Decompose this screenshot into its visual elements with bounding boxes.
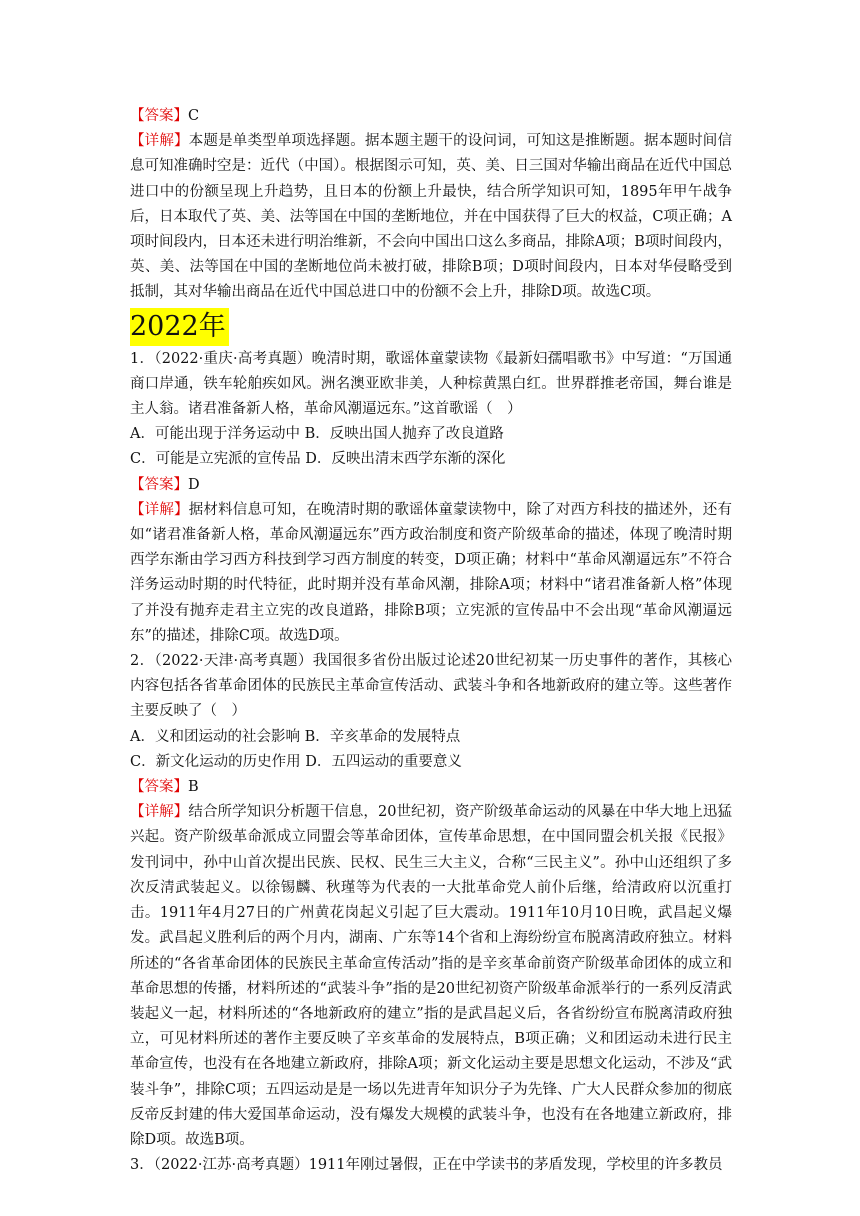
detail-paragraph (130, 498, 732, 649)
detail-label: 【详解】 (130, 133, 189, 150)
detail-label: 【详解】 (130, 501, 189, 518)
question-options: C．新文化运动的历史作用 D．五四运动的重要意义 (130, 753, 462, 770)
question-options: C．可能是立宪派的宣传品 D．反映出清末西学东渐的深化 (130, 451, 506, 468)
question-stem: 1．（2022·重庆·高考真题）晚清时期，歌谣体童蒙读物《最新妇孺唱歌书》中写道：“万国通商口岸通，铁车轮舶疾如风。洲名澳亚欧非美，人种棕黄黑白红。世界群推老帝国，舞台谁是主人翁。诸君准备新人格，革命风潮逼远东。”这首歌谣（ ） (130, 350, 732, 418)
detail-paragraph (130, 800, 732, 1153)
detail-text: 据材料信息可知，在晚清时期的歌谣体童蒙读物中，除了对西方科技的描述外，还有如“诸君准备新人格，革命风潮逼远东”西方政治制度和资产阶级革命的描述，体现了晚清时期西学东渐由学习西方科技到学习西方制度的转变，D项正确；材料中“革命风潮逼远东”不符合洋务运动时期的时代特征，此时期并没有革命风潮，排除A项；材料中“诸君准备新人格”体现了并没有抛弃走君主立宪的改良道路，排除B项；立宪派的宣传品中不会出现“革命风潮逼远东”的描述，排除C项。故选D项。 (130, 501, 732, 644)
answer-value: B (188, 779, 199, 796)
answer-line (130, 473, 732, 498)
detail-label: 【详解】 (130, 804, 189, 821)
detail-text: 本题是单类型单项选择题。据本题主题干的设问词，可知这是推断题。据本题时间信息可知准确时空是：近代（中国）。根据图示可知，英、美、日三国对华输出商品在近代中国总进口中的份额呈现上升趋势，且日本的份额上升最快，结合所学知识可知，1895年甲午战争后，日本取代了英、美、法等国在中国的垄断地位，并在中国获得了巨大的权益，C项正确；A项时间段内，日本还未进行明治维新，不会向中国出口这么多商品，排除A项；B项时间段内，英、美、法等国在中国的垄断地位尚未被打破，排除B项；D项时间段内，日本对华侵略受到抵制，其对华输出商品在近代中国总进口中的份额不会上升，排除D项。故选C项。 (130, 133, 732, 301)
question-stem: 2．（2022·天津·高考真题）我国很多省份出版过论述20世纪初某一历史事件的著作，其核心内容包括各省革命团体的民族民主革命宣传活动、武装斗争和各地新政府的建立等。这些著作主要反映了（ ） (130, 653, 732, 720)
question-options: A．可能出现于洋务运动中 B．反映出国人抛弃了改良道路 (130, 426, 504, 443)
answer-label: 【答案】 (130, 476, 188, 493)
question-stem: 3．（2022·江苏·高考真题）1911年刚过暑假，正在中学读书的茅盾发现，学校里的许多教员 (130, 1157, 723, 1174)
answer-label: 【答案】 (130, 108, 188, 124)
answer-label: 【答案】 (130, 779, 188, 796)
answer-line (130, 104, 732, 129)
question-options: A．义和团运动的社会影响 B．辛亥革命的发展特点 (130, 728, 461, 745)
detail-paragraph (130, 129, 732, 305)
answer-value: C (188, 108, 200, 124)
year-heading: 2022年 (130, 308, 229, 346)
detail-text: 结合所学知识分析题干信息，20世纪初，资产阶级革命运动的风暴在中华大地上迅猛兴起。资产阶级革命派成立同盟会等革命团体，宣传革命思想，在中国同盟会机关报《民报》发刊词中，孙中山首次提出民族、民权、民生三大主义，合称“三民主义”。孙中山还组织了多次反清武装起义。以徐锡麟、秋瑾等为代表的一大批革命党人前仆后继，给清政府以沉重打击。1911年4月27日的广州黄花岗起义引起了巨大震动。1911年10月10日晚，武昌起义爆发。武昌起义胜利后的两个月内，湖南、广东等14个省和上海纷纷宣布脱离清政府独立。材料所述的“各省革命团体的民族民主革命宣传活动”指的是辛亥革命前资产阶级革命团体的成立和革命思想的传播，材料所述的“武装斗争”指的是20世纪初资产阶级革命派举行的一系列反清武装起义一起，材料所述的“各地新政府的建立”指的是武昌起义后，各省纷纷宣布脱离清政府独立，可见材料所述的著作主要反映了辛亥革命的发展特点，B项正确；义和团运动未进行民主革命宣传，也没有在各地建立新政府，排除A项；新文化运动主要是思想文化运动，不涉及“武装斗争”，排除C项；五四运动是是一场以先进青年知识分子为先锋、广大人民群众参加的彻底反帝反封建的伟大爱国革命运动，没有爆发大规模的武装斗争，也没有在各地建立新政府，排除D项。故选B项。 (130, 804, 732, 1148)
document-content (130, 104, 732, 1178)
answer-line (130, 775, 732, 800)
answer-value: D (188, 476, 200, 493)
